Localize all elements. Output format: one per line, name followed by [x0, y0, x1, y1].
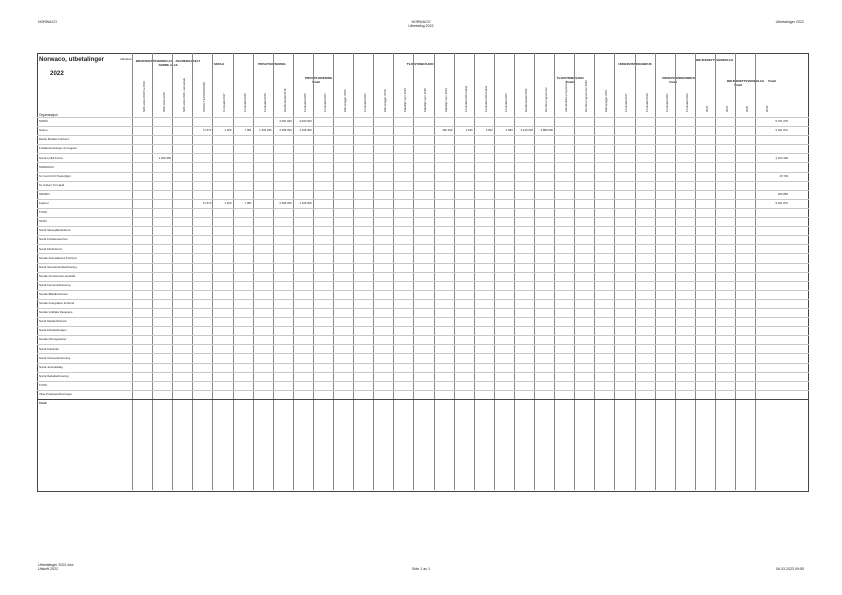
- table-cell: 3 000: [485, 128, 493, 133]
- table-cell: 71 670: [202, 128, 212, 133]
- column-header-label: Forskudd 2021 kabel: [463, 85, 468, 112]
- table-row: [37, 390, 809, 399]
- column-header: [442, 76, 451, 112]
- row-label: Norsk Oversetterforening: [39, 355, 71, 360]
- column-header-label: NRK-arkiv 2018 fra 2019: [142, 81, 146, 112]
- column-header: [200, 76, 209, 112]
- table-subtitle: Indirekte: [120, 57, 132, 61]
- column-header: [683, 76, 692, 112]
- organisation-column-header: Organisasjon: [39, 113, 58, 117]
- table-row: [37, 208, 809, 217]
- column-header: [542, 76, 551, 112]
- row-label: Norske Grafiske Designere: [39, 310, 73, 315]
- column-group-header: UNDERVISNINGSBRUK Totalt: [662, 76, 696, 84]
- column-group-header: PRIVATKOPIERING: [258, 62, 286, 66]
- row-label: GRAMO: [39, 191, 50, 196]
- table-row: [37, 317, 809, 326]
- column-header: [643, 76, 652, 112]
- row-label: Norsk Lyrikk Forum: [39, 155, 64, 160]
- row-label: Kopinor: [39, 201, 49, 206]
- table-row: [37, 272, 809, 281]
- table-cell: 9 461 872: [775, 128, 788, 133]
- column-header-label: Kabelfjernsyn 2020: [423, 88, 428, 112]
- column-group-header: BRUKSRETTSVEDERLAG Totalt: [727, 79, 765, 87]
- row-label: Norske Dramatikeres Forbund: [39, 255, 77, 260]
- column-header-label: Forskudd 2021: [322, 93, 327, 112]
- row-label: Totalt: [39, 401, 47, 406]
- table-cell: 9 461 872: [775, 201, 788, 206]
- column-header: [421, 76, 430, 112]
- column-header-label: NRK-arkiv 2019: [162, 92, 167, 112]
- column-header-label: NRK-arkiv 2020, ved avtale: [182, 77, 187, 112]
- row-label: Norsk Musikerforbund: [39, 319, 67, 324]
- table-cell: 71 670: [202, 201, 212, 206]
- table-cell: 4 068 000: [279, 128, 292, 133]
- column-header: [582, 76, 591, 112]
- row-label: Dansk Musiker Forbund: [39, 137, 69, 142]
- table-row: [37, 135, 809, 144]
- table-row: [37, 144, 809, 153]
- row-label: Norsk Komponistforening: [39, 282, 71, 287]
- column-header-label: Forskudd 2022: [363, 93, 368, 112]
- column-header: [381, 76, 390, 112]
- column-header-label: Forskudd 2017: [624, 93, 629, 112]
- table-cell: 4 920: [465, 128, 473, 133]
- column-group-header: PRIVATKOPIERING Totalt: [305, 76, 333, 84]
- table-cell: 7 081: [244, 201, 252, 206]
- column-header-label: 2020: [745, 105, 749, 112]
- column-header: [160, 76, 169, 112]
- table-cell: 4 013 306: [775, 155, 788, 160]
- row-label: Norsk Forfattersentrum: [39, 237, 68, 242]
- footer-timestamp: 06.03.2023 09:55: [776, 567, 804, 571]
- table-row: [37, 217, 809, 226]
- row-label: Forfatterforeningen for tegnere: [39, 146, 78, 151]
- table-cell: 4 068 000: [279, 201, 292, 206]
- table-cell: 15 703: [779, 173, 788, 178]
- table-cell: 7 081: [244, 128, 252, 133]
- column-header: [341, 76, 350, 112]
- table-row: [37, 281, 809, 290]
- column-header: [502, 76, 511, 112]
- column-header: [562, 76, 571, 112]
- column-header: [301, 76, 310, 112]
- table-row: [37, 299, 809, 308]
- row-label: Norske Kunstneres Landsråd: [39, 273, 76, 278]
- column-header-label: Etteroppgjør 2021: [604, 89, 609, 112]
- column-header-label: Forskudd 2022: [684, 93, 689, 112]
- table-cell: 1 330 455: [259, 128, 272, 133]
- table-row: [37, 244, 809, 253]
- row-label: TONO: [39, 210, 48, 215]
- row-label: TONO: [39, 382, 48, 387]
- column-header-label: Forskudd 2019: [262, 93, 267, 112]
- column-header-label: 2019: [765, 105, 770, 112]
- column-header-label: Forskudd 2022 kabel: [483, 85, 488, 112]
- column-header-label: Utenlandske programmer: [564, 80, 569, 112]
- column-header-label: Forskudd 2022: [503, 93, 508, 112]
- column-header: [763, 76, 772, 112]
- column-header: [482, 76, 491, 112]
- table-cell: 2 580: [505, 128, 513, 133]
- table-row: [37, 126, 809, 135]
- table-row: [37, 263, 809, 272]
- column-header: [321, 76, 330, 112]
- column-header-label: Etteroppgjør 2020: [343, 89, 347, 112]
- column-header-label: Norske programmer 2022: [584, 80, 589, 112]
- table-cell: 1 469: [224, 128, 232, 133]
- header-center-line2: Utbetaling 2022: [408, 24, 434, 29]
- column-header-label: Etteroppgjør 2019: [383, 89, 388, 112]
- column-group-header: TV-DISTRIBUSJON Totalt: [556, 76, 584, 84]
- footer-page-number: Side 1 av 1: [412, 567, 430, 571]
- column-header: [401, 76, 410, 112]
- table-cell: 282 100: [442, 128, 453, 133]
- column-header: [522, 76, 531, 112]
- table-row: [37, 353, 809, 362]
- column-header: [140, 76, 149, 112]
- row-label: Norsk Journalistlag: [39, 364, 63, 369]
- table-row: [37, 335, 809, 344]
- column-header-label: Forskudd 2019: [644, 93, 649, 112]
- header-center: [0, 20, 842, 29]
- row-label: NORKI: [39, 119, 48, 124]
- column-header: [361, 76, 370, 112]
- column-header-label: 2022: [704, 105, 709, 112]
- table-cell: 1 408 000: [299, 128, 312, 133]
- row-label: Norske Billedkunstnere: [39, 291, 68, 296]
- table-row: [37, 172, 809, 181]
- table-row: [37, 199, 809, 208]
- table-cell: 4 000 000: [279, 119, 292, 124]
- row-label: Norsk Skuespillerforbund: [39, 228, 71, 233]
- footer-printdate: Utskrift 2022: [38, 567, 59, 572]
- table-row: [37, 162, 809, 171]
- table-row: [37, 326, 809, 335]
- table-body: [37, 117, 809, 408]
- table-row: [37, 190, 809, 199]
- column-header: [703, 76, 712, 112]
- column-header: [462, 76, 471, 112]
- row-label: Gramo: [39, 128, 48, 133]
- column-header: [180, 76, 189, 112]
- column-header-label: 2021: [724, 105, 729, 112]
- table-row: [37, 290, 809, 299]
- column-header: [622, 76, 631, 112]
- header-center-line1: NORWACO: [411, 20, 431, 24]
- column-header-label: Kabelfjernsyn 2019: [403, 88, 408, 112]
- footer-filename: Utbetalinger 2022.xlsx: [38, 563, 74, 567]
- column-group-header: UNDERVISNINGSBRUK: [618, 62, 652, 66]
- row-label: St. Anders Tur Hand: [39, 182, 65, 187]
- table-row: [37, 253, 809, 262]
- row-label: NORWACO: [39, 164, 54, 169]
- column-header-label: Forskudd 2021: [664, 93, 669, 112]
- table-cell: 5 761 679: [775, 119, 788, 124]
- table-row: [37, 181, 809, 190]
- column-header-label: Forskudd 2017: [222, 93, 227, 112]
- table-row: [37, 372, 809, 381]
- table-cell: 3 888 000: [540, 128, 553, 133]
- column-header: [281, 76, 290, 112]
- column-group-header: BRUKSRETTSVEDERLAG: [696, 58, 734, 62]
- table-cell: 1 009 350: [158, 155, 172, 160]
- table-cell: 1 019 000: [520, 128, 533, 133]
- row-label: NFSO: [39, 219, 47, 224]
- table-cell: 300 884: [777, 191, 788, 196]
- table-row: [37, 381, 809, 390]
- row-label: Norske Fotografers Forbund: [39, 301, 75, 306]
- row-label: Norsk Filmdistribusjon: [39, 328, 67, 333]
- column-header: [723, 76, 732, 112]
- row-label: St. Fond til Fri Tegnehjelp: [39, 173, 71, 178]
- column-header-label: SKOLE TV-KOPIERING: [202, 82, 207, 112]
- column-header: [220, 76, 229, 112]
- table-row: [37, 117, 809, 126]
- column-header: [602, 76, 611, 112]
- table-row: [37, 226, 809, 235]
- column-header-label: Kabelfjernsyn 2021: [443, 88, 448, 112]
- column-header-label: Restforskudd 2022: [523, 88, 528, 112]
- column-header-label: Norske programmer: [544, 87, 548, 112]
- column-group-header: BRUKSRETTSVEDERLAG - AVGRENSA FELT ANDRE ALLE: [135, 59, 201, 67]
- table-row: [37, 235, 809, 244]
- header-left: NORWACO: [38, 20, 57, 24]
- row-label: Norske Filmregissører: [39, 337, 67, 342]
- column-header: [663, 76, 672, 112]
- table-year: 2022: [50, 70, 64, 77]
- table-cell: 1 469: [224, 201, 232, 206]
- row-label: Virke Produsentforeningen: [39, 392, 73, 396]
- row-label: Norsk Sceneinstruktørforening: [39, 264, 77, 269]
- column-header: [743, 76, 752, 112]
- table-title: Norwaco, utbetalinger: [39, 56, 104, 63]
- column-group-header: Totalt: [768, 79, 776, 83]
- column-header: [241, 76, 250, 112]
- table-row: [37, 153, 809, 162]
- table-row: [37, 363, 809, 372]
- row-label: Norsk Redaktørforening: [39, 373, 69, 378]
- column-header-label: Restforskudd 2019: [282, 88, 287, 112]
- row-label: Norsk Kulturråd: [39, 346, 59, 351]
- table-row: [37, 308, 809, 317]
- column-header: [261, 76, 270, 112]
- table-cell: 1 408 000: [299, 201, 312, 206]
- column-header-label: Forskudd 2018: [242, 93, 247, 112]
- column-header-label: Forskudd 2020: [302, 93, 307, 112]
- column-group-header: TV-DISTRIBUSJON: [406, 62, 434, 66]
- table-cell: 4 000 000: [299, 119, 312, 124]
- table-row: [37, 344, 809, 353]
- column-group-header: SKOLE: [213, 62, 225, 66]
- table-row: [37, 399, 809, 408]
- row-label: Norsk Filmforbund: [39, 246, 62, 251]
- header-right: Utbetalinger 2022: [775, 20, 804, 24]
